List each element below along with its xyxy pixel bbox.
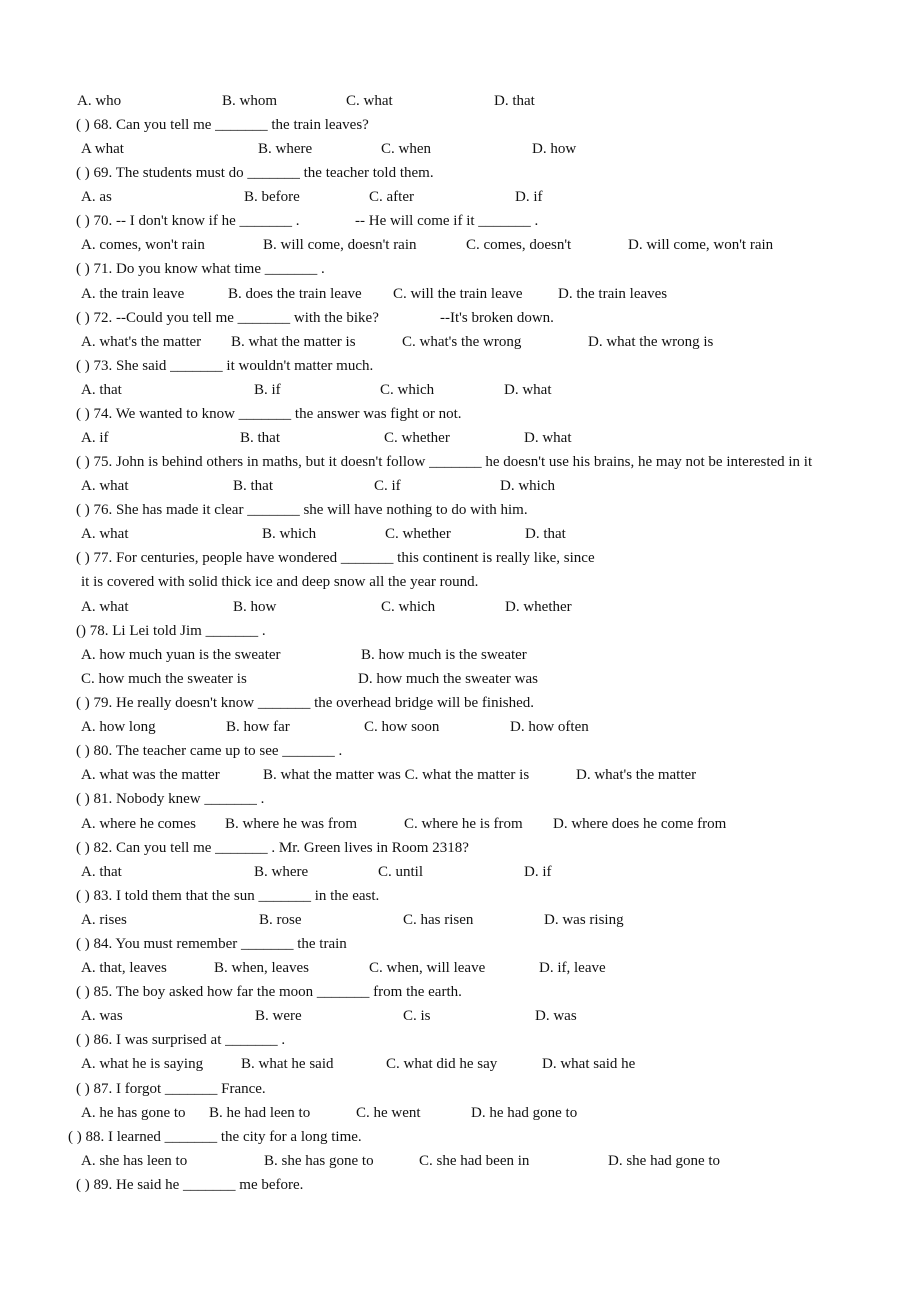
answer-option: D. what: [524, 430, 572, 446]
answer-option: D. she had gone to: [608, 1153, 721, 1169]
question-text: ( ) 86. I was surprised at _______ .: [76, 1032, 286, 1048]
answer-option: C. comes, doesn't: [466, 237, 572, 253]
answer-option: D. how: [532, 141, 577, 157]
answer-option: D. what: [504, 382, 552, 398]
question-text: ( ) 85. The boy asked how far the moon _______ from the earth.: [76, 984, 462, 1000]
answer-option: A. was: [81, 1008, 123, 1024]
question-text: ( ) 82. Can you tell me _______ . Mr. Green lives in Room 2318?: [76, 840, 469, 856]
answer-option: D. if: [515, 189, 543, 205]
question-text: ( ) 87. I forgot _______ France.: [76, 1081, 266, 1097]
answer-option: A. what's the matter: [81, 334, 202, 350]
answer-option: C. where he is from: [404, 816, 523, 832]
answer-option: D. how often: [510, 719, 589, 735]
answer-option: D. if: [524, 864, 552, 880]
answer-option: A. who: [77, 93, 122, 109]
answer-option: C. until: [378, 864, 424, 880]
answer-option: B. what the matter is: [231, 334, 356, 350]
answer-option: A. comes, won't rain: [81, 237, 205, 253]
answer-option: B. which: [262, 526, 317, 542]
answer-option: D. where does he come from: [553, 816, 727, 832]
answer-option: A. that, leaves: [81, 960, 167, 976]
answer-option: A what: [81, 141, 124, 157]
question-text: it is covered with solid thick ice and deep snow all the year round.: [81, 574, 479, 590]
answer-option: A. what was the matter: [81, 767, 220, 783]
answer-option: B. that: [233, 478, 273, 494]
answer-option: B. he had leen to: [209, 1105, 311, 1121]
question-text: ( ) 84. You must remember _______ the train: [76, 936, 347, 952]
answer-option: A. if: [81, 430, 109, 446]
answer-option: C. whether: [384, 430, 450, 446]
answer-option: C. she had been in: [419, 1153, 530, 1169]
answer-option: A. he has gone to: [81, 1105, 186, 1121]
question-response: -- He will come if it _______ .: [355, 213, 539, 229]
question-text: ( ) 68. Can you tell me _______ the train leaves?: [76, 117, 369, 133]
question-text: ( ) 73. She said _______ it wouldn't matter much.: [76, 358, 374, 374]
answer-option: D. if, leave: [539, 960, 606, 976]
answer-option: A. that: [81, 864, 122, 880]
answer-option: A. where he comes: [81, 816, 196, 832]
question-text: ( ) 88. I learned _______ the city for a long time.: [68, 1129, 362, 1145]
answer-option: B. will come, doesn't rain: [263, 237, 417, 253]
answer-option: B. where he was from: [225, 816, 358, 832]
answer-option: A. what: [81, 526, 129, 542]
answer-option: B. does the train leave: [228, 286, 362, 302]
question-text: ( ) 81. Nobody knew _______ .: [76, 791, 265, 807]
answer-option: B. what he said: [241, 1056, 334, 1072]
answer-option: B. rose: [259, 912, 302, 928]
answer-option: D. whether: [505, 599, 572, 615]
question-text: ( ) 71. Do you know what time _______ .: [76, 261, 325, 277]
answer-option: C. is: [403, 1008, 431, 1024]
question-text: ( ) 77. For centuries, people have wondered _______ this continent is really like, since: [76, 550, 595, 566]
question-text: () 78. Li Lei told Jim _______ .: [76, 623, 266, 639]
answer-option: A. how long: [81, 719, 156, 735]
question-text: ( ) 72. --Could you tell me _______ with the bike?: [76, 310, 379, 326]
answer-option: C. has risen: [403, 912, 474, 928]
answer-option: A. what: [81, 599, 129, 615]
question-text: ( ) 76. She has made it clear _______ she will have nothing to do with him.: [76, 502, 528, 518]
answer-option: B. what the matter was C. what the matter is: [263, 767, 530, 783]
answer-option: C. when: [381, 141, 431, 157]
answer-option: D. what said he: [542, 1056, 636, 1072]
answer-option: D. how much the sweater was: [358, 671, 538, 687]
answer-option: C. whether: [385, 526, 451, 542]
answer-option: C. what did he say: [386, 1056, 498, 1072]
answer-option: D. what the wrong is: [588, 334, 714, 350]
answer-option: C. he went: [356, 1105, 421, 1121]
answer-option: A. the train leave: [81, 286, 185, 302]
answer-option: A. as: [81, 189, 112, 205]
answer-option: B. she has gone to: [264, 1153, 374, 1169]
answer-option: B. that: [240, 430, 280, 446]
answer-option: B. if: [254, 382, 281, 398]
answer-option: C. what's the wrong: [402, 334, 522, 350]
answer-option: D. he had gone to: [471, 1105, 578, 1121]
answer-option: B. whom: [222, 93, 278, 109]
answer-option: A. what: [81, 478, 129, 494]
answer-option: C. will the train leave: [393, 286, 523, 302]
answer-option: D. the train leaves: [558, 286, 668, 302]
answer-option: B. how much is the sweater: [361, 647, 527, 663]
answer-option: C. which: [380, 382, 435, 398]
question-text: ( ) 80. The teacher came up to see _______ .: [76, 743, 343, 759]
answer-option: A. she has leen to: [81, 1153, 188, 1169]
answer-option: B. before: [244, 189, 300, 205]
question-response: --It's broken down.: [440, 310, 554, 326]
question-text: ( ) 83. I told them that the sun _______ in the east.: [76, 888, 380, 904]
answer-option: C. how much the sweater is: [81, 671, 247, 687]
question-text: ( ) 69. The students must do _______ the teacher told them.: [76, 165, 434, 181]
answer-option: B. were: [255, 1008, 302, 1024]
question-text: ( ) 74. We wanted to know _______ the answer was fight or not.: [76, 406, 462, 422]
answer-option: A. that: [81, 382, 122, 398]
answer-option: C. how soon: [364, 719, 440, 735]
question-text: ( ) 75. John is behind others in maths, but it doesn't follow _______ he doesn't use his brains, he may not be interested in it: [76, 454, 813, 470]
answer-option: D. that: [525, 526, 566, 542]
answer-option: C. what: [346, 93, 393, 109]
answer-option: C. after: [369, 189, 414, 205]
answer-option: A. what he is saying: [81, 1056, 204, 1072]
answer-option: D. was: [535, 1008, 577, 1024]
answer-option: C. when, will leave: [369, 960, 486, 976]
answer-option: D. that: [494, 93, 535, 109]
answer-option: D. which: [500, 478, 555, 494]
answer-option: C. if: [374, 478, 401, 494]
answer-option: D. was rising: [544, 912, 624, 928]
answer-option: D. what's the matter: [576, 767, 697, 783]
answer-option: B. how: [233, 599, 277, 615]
answer-option: D. will come, won't rain: [628, 237, 774, 253]
question-text: ( ) 70. -- I don't know if he _______ .: [76, 213, 300, 229]
answer-option: C. which: [381, 599, 436, 615]
answer-option: B. where: [258, 141, 313, 157]
question-text: ( ) 79. He really doesn't know _______ the overhead bridge will be finished.: [76, 695, 535, 711]
answer-option: A. rises: [81, 912, 127, 928]
answer-option: A. how much yuan is the sweater: [81, 647, 281, 663]
answer-option: B. how far: [226, 719, 290, 735]
answer-option: B. when, leaves: [214, 960, 309, 976]
answer-option: B. where: [254, 864, 309, 880]
question-text: ( ) 89. He said he _______ me before.: [76, 1177, 304, 1193]
